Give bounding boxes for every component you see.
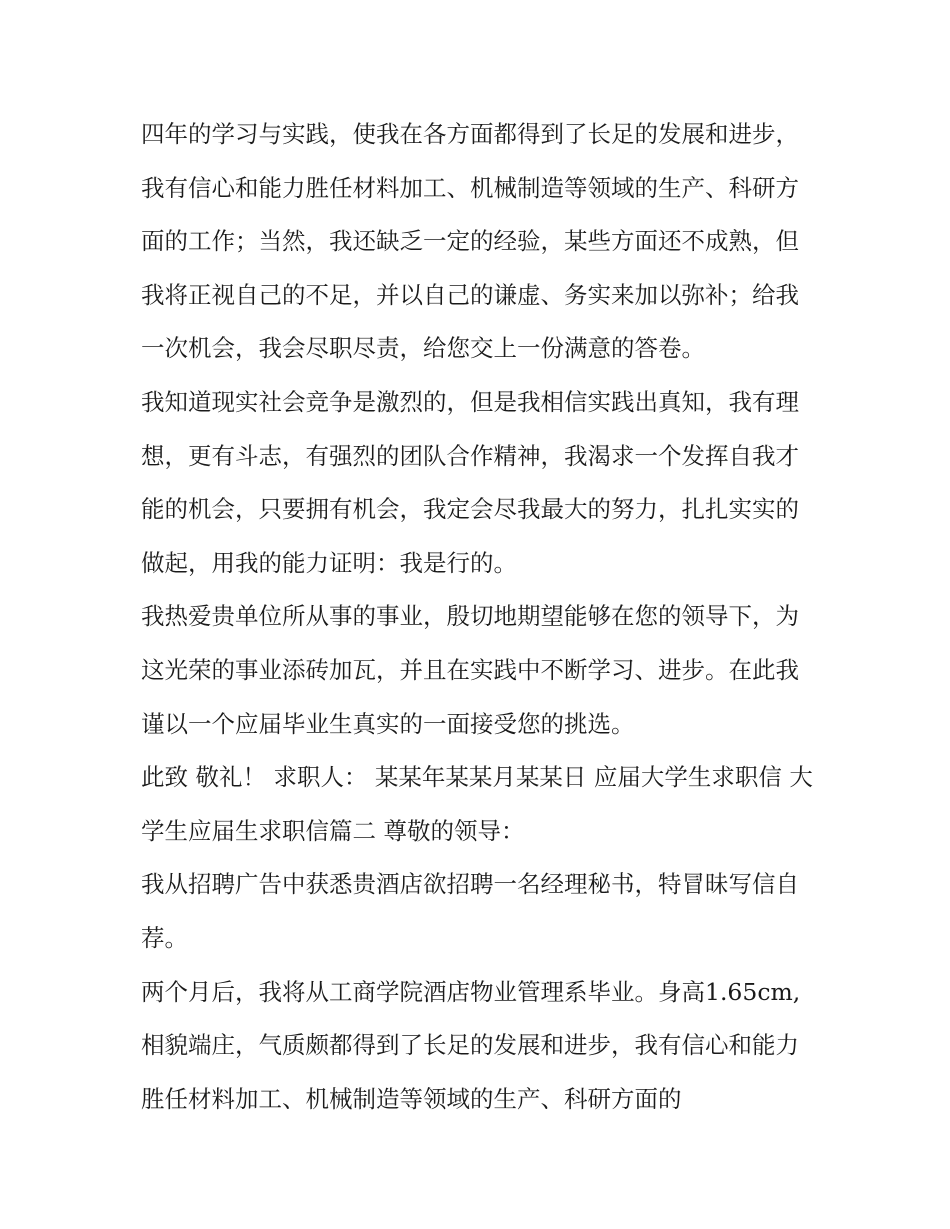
paragraph-3: 我热爱贵单位所从事的事业，殷切地期望能够在您的领导下，为这光荣的事业添砖加瓦，并且在实践中不断学习、进步。在此我谨以一个应届毕业生真实的一面接受您的挑选。 <box>141 602 799 738</box>
document-body <box>141 108 821 1126</box>
paragraph-4: 此致 敬礼！ 求职人： 某某年某某月某某日 应届大学生求职信 大学生应届生求职信篇二 尊敬的领导： <box>141 763 813 845</box>
paragraph-2: 我知道现实社会竞争是激烈的，但是我相信实践出真知，我有理想，更有斗志，有强烈的团队合作精神，我渴求一个发挥自我才能的机会，只要拥有机会，我定会尽我最大的努力，扎扎实实的做起，用我的能力证明：我是行的。 <box>141 387 799 577</box>
paragraph-1: 四年的学习与实践，使我在各方面都得到了长足的发展和进步，我有信心和能力胜任材料加工、机械制造等领域的生产、科研方面的工作；当然，我还缺乏一定的经验，某些方面还不成熟，但我将正视自己的不足，并以自己的谦虚、务实来加以弥补；给我一次机会，我会尽职尽责，给您交上一份满意的答卷。 <box>141 120 799 363</box>
paragraph-5: 我从招聘广告中获悉贵酒店欲招聘一名经理秘书，特冒昧写信自荐。 <box>141 870 799 952</box>
paragraph-6: 两个月后，我将从工商学院酒店物业管理系毕业。身高1.65cm,相貌端庄，气质颇都得到了长足的发展和进步，我有信心和能力胜任材料加工、机械制造等领域的生产、科研方面的 <box>141 977 801 1113</box>
